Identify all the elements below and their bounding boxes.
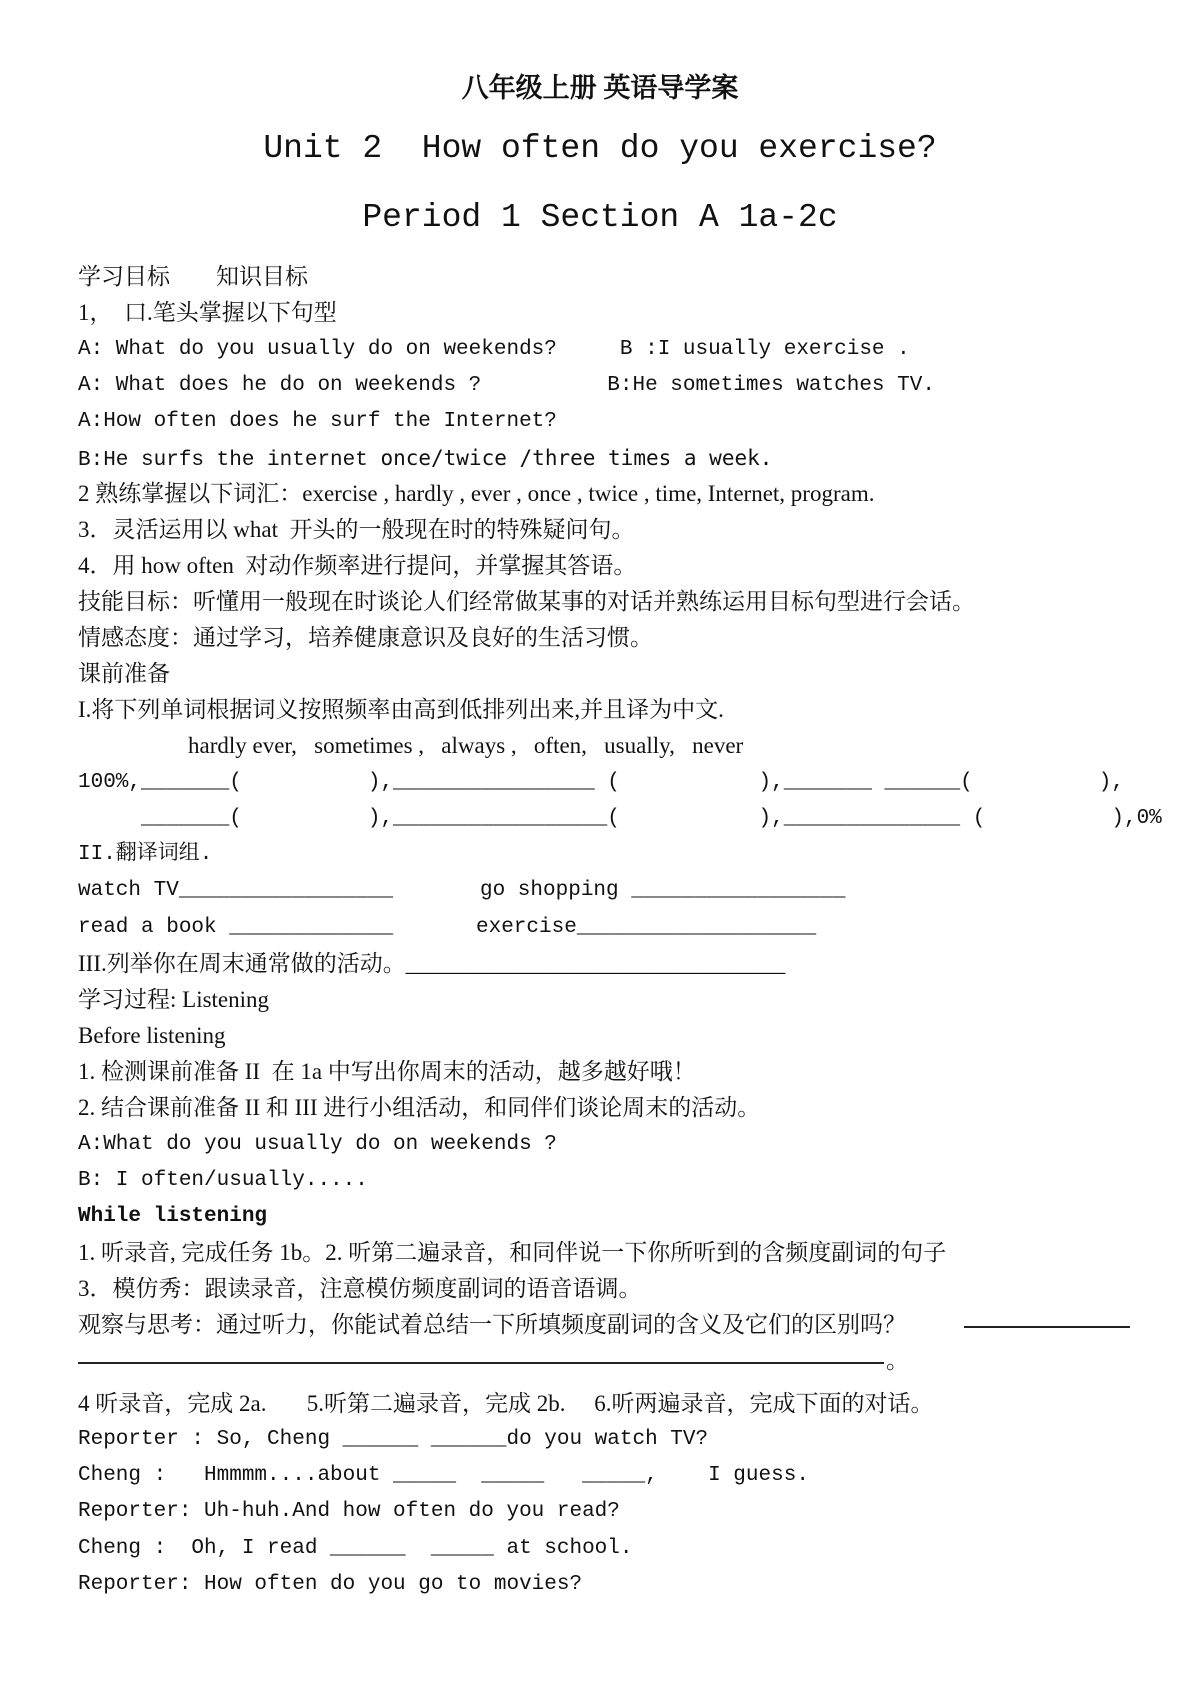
skill-objective: 技能目标：听懂用一般现在时谈论人们经常做某事的对话并熟练运用目标句型进行会话。 — [78, 589, 975, 614]
phrase-watch-tv: watch TV_________________ — [78, 879, 394, 902]
while-item-3: 3．模仿秀：跟读录音，注意模仿频度副词的语音语调。 — [78, 1276, 642, 1301]
unit-title: Unit 2 How often do you exercise? — [263, 130, 937, 167]
before-item-2: 2. 结合课前准备 II 和 III 进行小组活动，和同伴们谈论周末的活动。 — [78, 1095, 761, 1120]
while-item-1-2: 1. 听录音, 完成任务 1b。2. 听第二遍录音，和同伴说一下你所听到的含频度副词的句子 — [78, 1240, 947, 1265]
observe-answer-line-1 — [964, 1326, 1130, 1328]
sample-answer: B: I often/usually..... — [78, 1169, 368, 1192]
dialogue-line-4: Cheng : Oh, I read ______ _____ at school. — [78, 1537, 633, 1560]
observe-answer-line-2 — [78, 1362, 884, 1364]
frequency-word-list: hardly ever, sometimes , always , often, usually, never — [188, 733, 744, 758]
phrase-exercise: exercise___________________ — [476, 916, 817, 939]
observe-question: 观察与思考：通过听力，你能试着总结一下所填频度副词的含义及它们的区别吗？ — [78, 1312, 906, 1337]
prep-task-1: I.将下列单词根据词义按照频率由高到低排列出来,并且译为中文. — [78, 697, 724, 722]
objective-item-4: 4．用 how often 对动作频率进行提问，并掌握其答语。 — [78, 553, 637, 578]
objective-item-2: 2 熟练掌握以下词汇：exercise , hardly , ever , once , twice , time, Internet, program. — [78, 481, 875, 506]
worksheet-top-title: 八年级上册 英语导学案 — [461, 73, 739, 103]
phrase-read-a-book: read a book _____________ — [78, 916, 394, 939]
frequency-row-2: _______( ),_________________( ),______________ ( ),0% — [78, 807, 1162, 830]
sample-question: A:What do you usually do on weekends ? — [78, 1133, 557, 1156]
sentence-pattern-4-start: B:He surfs the internet — [78, 449, 381, 472]
sentence-pattern-4 — [78, 443, 772, 476]
sentence-pattern-3: A:How often does he surf the Internet? — [78, 410, 557, 433]
while-listening-heading: While listening — [78, 1205, 268, 1228]
dialogue-line-2: Cheng : Hmmmm....about _____ _____ _____, I guess. — [78, 1464, 809, 1487]
before-item-1: 1. 检测课前准备 II 在 1a 中写出你周末的活动，越多越好哦！ — [78, 1059, 696, 1084]
objective-item-1: 1， 口.笔头掌握以下句型 — [78, 300, 337, 325]
objective-item-3: 3．灵活运用以 what 开头的一般现在时的特殊疑问句。 — [78, 517, 635, 542]
sentence-pattern-2: A: What does he do on weekends ? B:He sometimes watches TV. — [78, 374, 935, 397]
frequency-row-1: 100%,_______( ),________________ ( ),_______ ______( ), — [78, 771, 1124, 794]
dialogue-line-3: Reporter: Uh-huh.And how often do you read? — [78, 1500, 620, 1523]
prep-task-2: II.翻译词组. — [78, 843, 213, 866]
before-listening-heading: Before listening — [78, 1023, 226, 1048]
phrase-go-shopping: go shopping _________________ — [480, 879, 846, 902]
dialogue-line-1: Reporter : So, Cheng ______ ______do you watch TV? — [78, 1428, 709, 1451]
prep-task-3: III.列举你在周末通常做的活动。_________________________________ — [78, 951, 786, 976]
observe-line-end: 。 — [886, 1348, 909, 1373]
objectives-heading: 学习目标 知识目标 — [78, 264, 308, 289]
process-heading: 学习过程: Listening — [78, 987, 270, 1012]
dialogue-line-5: Reporter: How often do you go to movies? — [78, 1573, 583, 1596]
emotion-objective: 情感态度：通过学习，培养健康意识及良好的生活习惯。 — [78, 625, 653, 650]
period-title: Period 1 Section A 1a-2c — [362, 199, 838, 236]
sentence-pattern-4-frequency: once/twice /three times a week. — [380, 446, 773, 470]
prep-heading: 课前准备 — [78, 661, 170, 686]
sentence-pattern-1: A: What do you usually do on weekends? B :I usually exercise . — [78, 338, 910, 361]
listening-tasks-4-6: 4 听录音，完成 2a. 5.听第二遍录音，完成 2b. 6.听两遍录音，完成下面的对话。 — [78, 1391, 934, 1416]
